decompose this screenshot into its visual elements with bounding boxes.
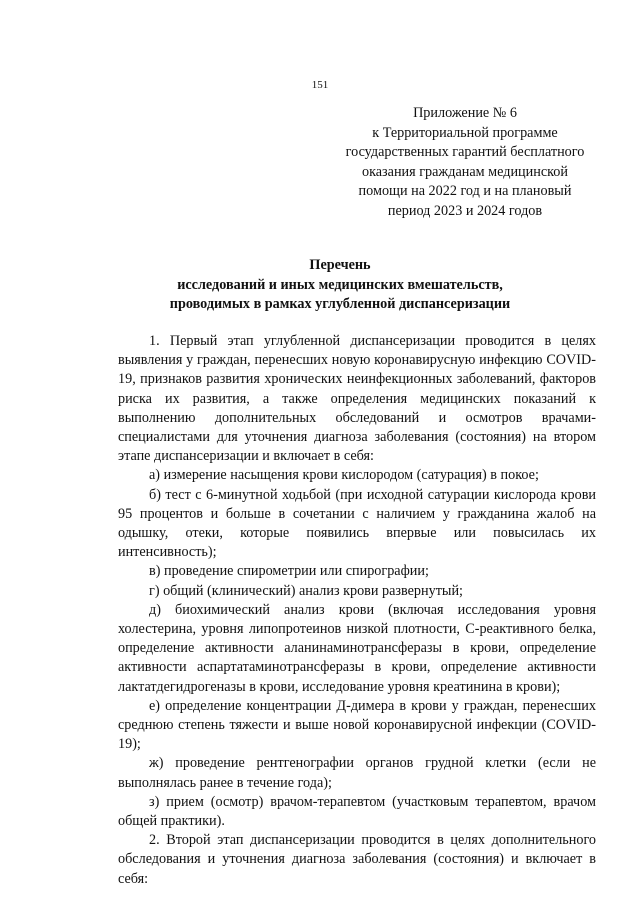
list-item-d: д) биохимический анализ крови (включая исследования уровня холестерина, уровня липопротеинов низкой плотности, С-реактивного белка, определение активности аланинаминотрансферазы в крови, определение активности аспартатаминотрансферазы в крови, определение активности лактатдегидрогеназы в крови, исследование уровня креатинина в крови); [118,601,596,695]
list-item-z: з) прием (осмотр) врачом-терапевтом (участковым терапевтом, врачом общей практики). [118,793,596,830]
appendix-line: помощи на 2022 год и на плановый [358,183,572,199]
appendix-header [330,104,600,221]
paragraph-stage-2: 2. Второй этап диспансеризации проводится в целях дополнительного обследования и уточнения диагноза заболевания (состояния) и включает в себя: [118,832,596,887]
appendix-line: к Территориальной программе [372,124,558,141]
document-title [90,256,590,315]
appendix-line: период 2023 и 2024 годов [387,202,543,219]
title-line: проводимых в рамках углубленной диспансеризации [169,296,511,312]
list-item-v: в) проведение спирометрии или спирографии; [149,563,429,580]
document-body [118,332,596,889]
appendix-line: Приложение № 6 [413,105,517,121]
list-item-zh: ж) проведение рентгенографии органов грудной клетки (если не выполнялась ранее в течение года); [118,755,596,791]
paragraph-stage-1: 1. Первый этап углубленной диспансеризации проводится в целях выявления у граждан, перенесших новую коронавирусную инфекцию COVID-19, признаков развития хронических неинфекционных заболеваний, факторов риска их развития, а также определения медицинских показаний к выполнению дополнительных обследований и осмотров врачами-специалистами для уточнения диагноза заболевания (состояния) на втором этапе диспансеризации и включает в себя: [118,333,596,465]
page-number: 151 [311,79,329,91]
list-item-e: е) определение концентрации Д-димера в крови у граждан, перенесших среднюю степень тяжести и выше новой коронавирусной инфекции (COVID-19); [118,697,596,753]
list-item-a: а) измерение насыщения крови кислородом (сатурация) в покое; [149,467,539,484]
appendix-line: государственных гарантий бесплатного [345,144,585,160]
list-item-b: б) тест с 6-минутной ходьбой (при исходной сатурации кислорода крови 95 процентов и больше в сочетании с наличием у гражданина жалоб на одышку, отеки, которые появились впервые или повысилась их интенсивность); [118,486,596,561]
title-line: исследований и иных медицинских вмешательств, [177,276,503,293]
title-line: Перечень [309,257,371,273]
appendix-line: оказания гражданам медицинской [361,163,568,180]
list-item-g: г) общий (клинический) анализ крови развернутый; [149,582,463,599]
